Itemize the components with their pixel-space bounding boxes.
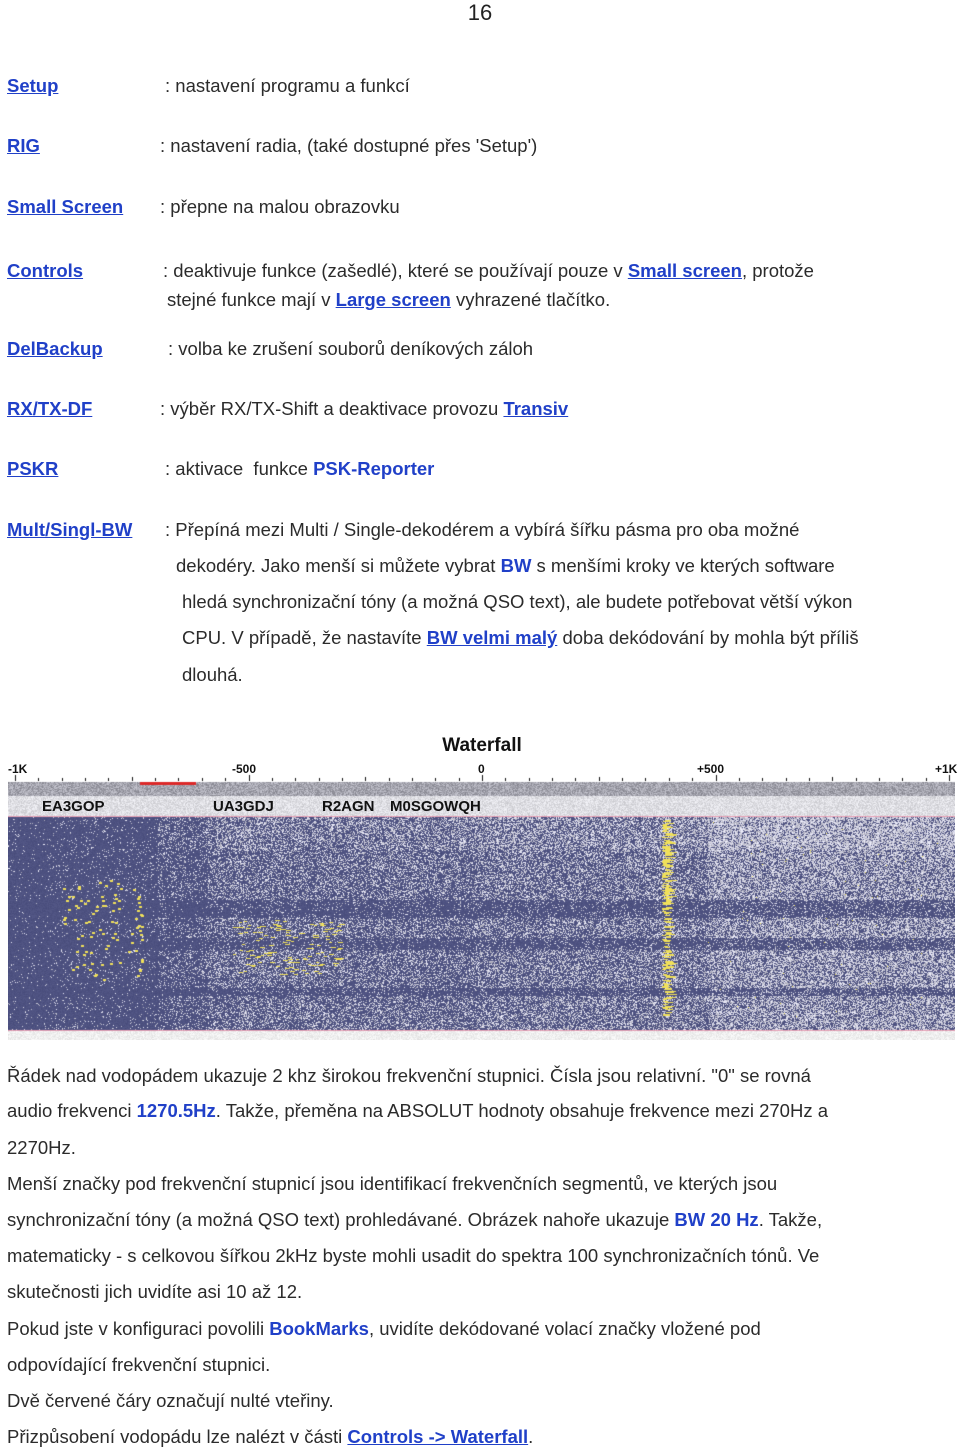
desc-text: stejné funkce mají v bbox=[167, 289, 336, 310]
body-text: . bbox=[528, 1426, 534, 1447]
desc-text: doba dekódování by mohla být příliš bbox=[557, 627, 859, 648]
small-screen-link[interactable]: Small screen bbox=[627, 260, 742, 281]
desc-mult-line-1: : Přepíná mezi Multi / Single-dekodérem a vybírá šířku pásma pro oba možné bbox=[165, 519, 800, 540]
desc-mult-line-3: hledá synchronizační tóny (a možná QSO text), ale budete potřebovat větší výkon bbox=[182, 591, 853, 612]
bookmarks-highlight: BookMarks bbox=[269, 1318, 369, 1339]
scale-label-zero: 0 bbox=[478, 762, 485, 776]
scale-label-plus-1k: +1K bbox=[935, 762, 958, 776]
term-controls-link[interactable]: Controls bbox=[7, 260, 84, 281]
desc-setup: : nastavení programu a funkcí bbox=[165, 75, 410, 96]
desc-rig: : nastavení radia, (také dostupné přes 'Setup') bbox=[160, 135, 538, 156]
psk-reporter-highlight: PSK-Reporter bbox=[313, 458, 435, 479]
body-line-9: odpovídající frekvenční stupnici. bbox=[7, 1354, 271, 1375]
body-line-1: Řádek nad vodopádem ukazuje 2 khz širokou frekvenční stupnici. Čísla jsou relativní. "0" se rovná bbox=[7, 1065, 811, 1086]
body-text: Přizpůsobení vodopádu lze nalézt v části bbox=[7, 1426, 348, 1447]
body-line-5 bbox=[7, 1209, 822, 1231]
callsign-bookmark: EA3GOP bbox=[42, 798, 105, 815]
desc-controls-line-1 bbox=[163, 260, 814, 282]
desc-rxtx-df bbox=[160, 398, 568, 420]
bw-highlight: BW bbox=[500, 555, 532, 576]
term-pskr-link[interactable]: PSKR bbox=[7, 458, 59, 479]
body-line-10: Dvě červené čáry označují nulté vteřiny. bbox=[7, 1390, 334, 1411]
desc-mult-line-5: dlouhá. bbox=[182, 664, 243, 685]
desc-controls-line-2 bbox=[167, 289, 610, 311]
body-text: audio frekvenci bbox=[7, 1100, 137, 1121]
term-mult-singl-bw-link[interactable]: Mult/Singl-BW bbox=[7, 519, 133, 540]
body-line-4: Menší značky pod frekvenční stupnicí jsou identifikací frekvenčních segmentů, ve kterých jsou bbox=[7, 1173, 778, 1194]
waterfall-display bbox=[8, 760, 958, 1040]
large-screen-link[interactable]: Large screen bbox=[335, 289, 451, 310]
body-line-7: skutečnosti jich uvidíte asi 10 až 12. bbox=[7, 1281, 303, 1302]
body-line-3: 2270Hz. bbox=[7, 1137, 76, 1158]
desc-mult-line-4 bbox=[182, 627, 859, 649]
desc-text: CPU. V případě, že nastavíte bbox=[182, 627, 427, 648]
transiv-link[interactable]: Transiv bbox=[503, 398, 569, 419]
scale-label-minus-1k: -1K bbox=[8, 762, 28, 776]
desc-small-screen: : přepne na malou obrazovku bbox=[160, 196, 400, 217]
body-text: . Takže, bbox=[758, 1209, 823, 1230]
body-text: Pokud jste v konfiguraci povolili bbox=[7, 1318, 270, 1339]
scale-label-plus-500: +500 bbox=[697, 762, 725, 776]
frequency-highlight: 1270.5Hz bbox=[136, 1100, 216, 1121]
term-rig-link[interactable]: RIG bbox=[7, 135, 40, 156]
body-line-2 bbox=[7, 1100, 828, 1122]
desc-text: dekodéry. Jako menší si můžete vybrat bbox=[176, 555, 501, 576]
body-text: synchronizační tóny (a možná QSO text) prohledávané. Obrázek nahoře ukazuje bbox=[7, 1209, 675, 1230]
page-number: 16 bbox=[467, 0, 493, 25]
desc-delbackup: : volba ke zrušení souborů deníkových záloh bbox=[168, 338, 534, 359]
callsign-bookmark: R2AGN bbox=[322, 798, 375, 815]
body-line-8 bbox=[7, 1318, 761, 1340]
waterfall-figure bbox=[8, 760, 958, 1040]
body-line-11 bbox=[7, 1426, 533, 1448]
desc-text: s menšími kroky ve kterých software bbox=[531, 555, 835, 576]
desc-text: vyhrazené tlačítko. bbox=[450, 289, 611, 310]
desc-text: : aktivace funkce bbox=[165, 458, 314, 479]
body-text: . Takže, přeměna na ABSOLUT hodnoty obsahuje frekvence mezi 270Hz a bbox=[215, 1100, 829, 1121]
term-delbackup-link[interactable]: DelBackup bbox=[7, 338, 103, 359]
body-text: , uvidíte dekódované volací značky vložené pod bbox=[368, 1318, 761, 1339]
term-rxtx-df-link[interactable]: RX/TX-DF bbox=[7, 398, 93, 419]
waterfall-title: Waterfall bbox=[442, 735, 522, 756]
desc-text: , protože bbox=[741, 260, 814, 281]
callsign-bookmark: M0SGOWQH bbox=[390, 798, 481, 815]
term-setup-link[interactable]: Setup bbox=[7, 75, 59, 96]
desc-text: : výběr RX/TX-Shift a deaktivace provozu bbox=[160, 398, 504, 419]
desc-pskr bbox=[165, 458, 434, 480]
scale-label-minus-500: -500 bbox=[232, 762, 257, 776]
desc-text: : deaktivuje funkce (zašedlé), které se používají pouze v bbox=[163, 260, 628, 281]
desc-mult-line-2 bbox=[176, 555, 835, 577]
bw-20hz-highlight: BW 20 Hz bbox=[674, 1209, 759, 1230]
bw-velmi-maly-link[interactable]: BW velmi malý bbox=[426, 627, 558, 648]
body-line-6: matematicky - s celkovou šířkou 2kHz byste mohli usadit do spektra 100 synchronizačních tónů. Ve bbox=[7, 1245, 820, 1266]
callsign-bookmark: UA3GDJ bbox=[213, 798, 274, 815]
term-small-screen-link[interactable]: Small Screen bbox=[7, 196, 124, 217]
controls-waterfall-link[interactable]: Controls -> Waterfall bbox=[347, 1426, 529, 1447]
